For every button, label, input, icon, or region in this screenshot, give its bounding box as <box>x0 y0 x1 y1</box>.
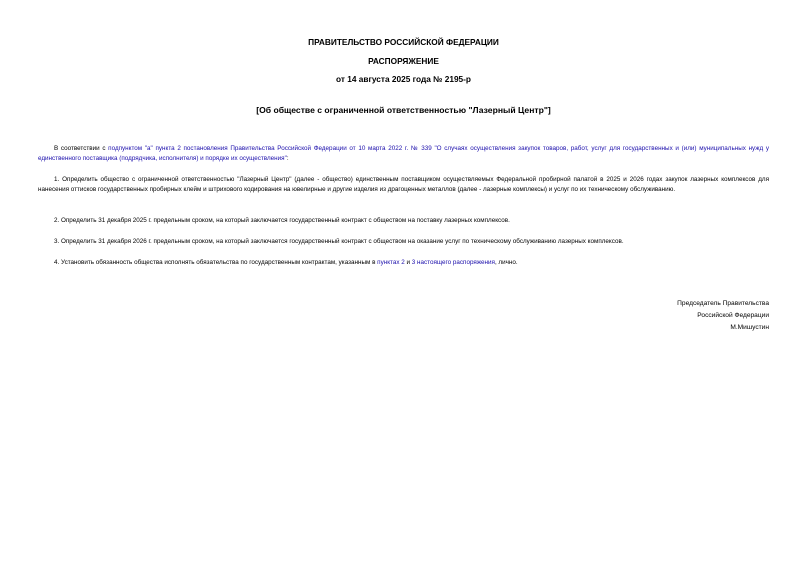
item-4-text-after: , лично. <box>494 259 518 266</box>
item-4-text-before: 4. Установить обязанность общества исполнять обязательства по государственным контрактам, указанным в <box>54 259 378 266</box>
item-1-paragraph: 1. Определить общество с ограниченной ответственностью "Лазерный Центр" (далее - общество) единственным поставщиком осуществляемых Федеральной пробирной палатой в 2025 и 2026 годах закупок лазерных комплексов для нанесения оттисков государственных пробирных клейм и штрихового кодирования на ювелирные и другие изделия из драгоценных металлов (далее - лазерные комплексы) и услуг по их техническому обслуживанию. <box>38 176 769 194</box>
document-page <box>38 0 769 571</box>
item-3-paragraph: 3. Определить 31 декабря 2026 г. предельным сроком, на который заключается государственный контракт с обществом на оказание услуг по техническому обслуживанию лазерных комплексов. <box>54 238 624 245</box>
item-2-ref-link[interactable]: пунктах 2 <box>377 259 405 266</box>
intro-text-before: В соответствии с <box>54 145 109 152</box>
issuing-authority: ПРАВИТЕЛЬСТВО РОССИЙСКОЙ ФЕДЕРАЦИИ <box>308 37 499 47</box>
document-type: РАСПОРЯЖЕНИЕ <box>368 56 439 66</box>
intro-paragraph <box>38 144 769 165</box>
signatory-position-line1: Председатель Правительства <box>677 300 769 307</box>
item-4-paragraph <box>38 258 769 268</box>
intro-text-after: : <box>286 155 289 163</box>
item-2-paragraph: 2. Определить 31 декабря 2025 г. предельным сроком, на который заключается государственный контракт с обществом на поставку лазерных комплексов. <box>54 217 510 224</box>
signatory-position-line2: Российской Федерации <box>697 312 769 319</box>
document-title: [Об обществе с ограниченной ответственностью "Лазерный Центр"] <box>256 105 551 115</box>
signatory-name: М.Мишустин <box>730 324 769 331</box>
resolution-339-link[interactable]: подпунктом "а" пункта 2 постановления Правительства Российской Федерации от 10 марта 2022 г. № 339 "О случаях осуществления закупок товаров, работ, услуг для государственных и (или) муниципальных нужд у единственного поставщика (подрядчика, исполнителя) и порядке их осуществления" <box>38 145 769 163</box>
document-date-number: от 14 августа 2025 года № 2195-р <box>335 74 472 84</box>
signature-block <box>677 298 769 334</box>
item-3-ref-link[interactable]: 3 настоящего распоряжения <box>411 259 495 266</box>
item-4-and: и <box>404 259 412 266</box>
